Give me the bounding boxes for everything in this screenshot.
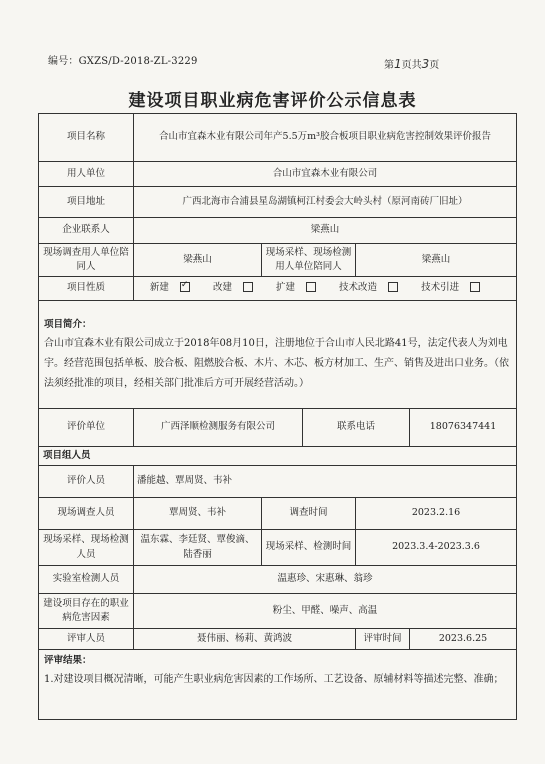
address-label: 项目地址 <box>39 187 134 218</box>
row-eval-unit <box>39 409 517 447</box>
survey-time-label: 调查时间 <box>262 498 356 530</box>
nature-option-tech-import: 技术引进 <box>421 282 490 293</box>
row-hazards <box>39 594 517 629</box>
intro-label: 项目简介： <box>44 319 92 330</box>
phone-value: 18076347441 <box>410 409 517 447</box>
row-reviewers <box>39 629 517 650</box>
page-total: 3 <box>421 57 430 71</box>
result-label: 评审结果： <box>44 655 92 666</box>
reviewers-label: 评审人员 <box>39 629 134 650</box>
surveyors-value: 覃周贤、韦补 <box>134 498 262 530</box>
intro-text: 合山市宜森木业有限公司成立于2018年08月10日，注册地位于合山市人民北路41号，法定代表人为刘电宇。经营范围包括单板、胶合板、阻燃胶合板、木片、木芯、板方材加工、生产、销售及进出口业务。（依法须经批准的项目，经相关部门批准后方可开展经营活动。） <box>44 338 509 389</box>
address-value: 广西北海市合浦县星岛湖镇柯江村委会大岭头村（原河南砖厂旧址） <box>134 187 517 218</box>
row-nature <box>39 277 517 301</box>
hazards-value: 粉尘、甲醛、噪声、高温 <box>134 594 517 629</box>
team-label: 项目组人员 <box>39 447 517 466</box>
nature-label: 项目性质 <box>39 277 134 301</box>
sampling-time-value: 2023.3.4-2023.3.6 <box>356 530 517 566</box>
checked-box-icon <box>180 282 190 292</box>
checkbox-icon <box>243 282 253 292</box>
project-name-label: 项目名称 <box>39 114 134 162</box>
phone-label: 联系电话 <box>303 409 410 447</box>
page-title: 建设项目职业病危害评价公示信息表 <box>128 91 417 111</box>
review-time-label: 评审时间 <box>356 629 410 650</box>
info-table <box>38 113 517 720</box>
contact-value: 梁燕山 <box>134 218 517 244</box>
page-mid: 页共 <box>401 60 422 71</box>
page-prefix: 第 <box>384 60 394 71</box>
contact-label: 企业联系人 <box>39 218 134 244</box>
nature-option-expand: 扩建 <box>276 282 326 293</box>
eval-unit-value: 广西泽顺检测服务有限公司 <box>134 409 303 447</box>
sampling-companion-value: 梁燕山 <box>356 244 517 277</box>
checkbox-icon <box>388 282 398 292</box>
page-current: 1 <box>394 57 402 71</box>
row-contact <box>39 218 517 244</box>
nature-option-rebuild: 改建 <box>213 282 263 293</box>
nature-option-new: 新建✓ <box>150 282 200 293</box>
survey-companion-value: 梁燕山 <box>134 244 262 277</box>
employer-value: 合山市宜森木业有限公司 <box>134 162 517 187</box>
intro-cell <box>39 301 517 409</box>
evaluators-value: 潘能越、覃周贤、韦补 <box>134 466 517 498</box>
row-team <box>39 447 517 466</box>
result-text: 1.对建设项目概况清晰，可能产生职业病危害因素的工作场所、工艺设备、原辅材料等描述完整、准确； <box>44 674 504 685</box>
row-evaluators <box>39 466 517 498</box>
samplers-value: 温东霖、李廷贤、覃俊滴、陆香丽 <box>134 530 262 566</box>
nature-options <box>134 277 517 301</box>
lab-value: 温惠珍、宋惠琳、翁珍 <box>134 566 517 594</box>
sampling-time-label: 现场采样、检测时间 <box>262 530 356 566</box>
project-name-value: 合山市宜森木业有限公司年产5.5万m³胶合板项目职业病危害控制效果评价报告 <box>134 114 517 162</box>
evaluators-label: 评价人员 <box>39 466 134 498</box>
hazards-label: 建设项目存在的职业病危害因素 <box>39 594 134 629</box>
row-project-name <box>39 114 517 162</box>
row-address <box>39 187 517 218</box>
survey-time-value: 2023.2.16 <box>356 498 517 530</box>
row-samplers <box>39 530 517 566</box>
eval-unit-label: 评价单位 <box>39 409 134 447</box>
reviewers-value: 聂伟丽、杨莉、黄鸿波 <box>134 629 356 650</box>
page-suffix: 页 <box>429 60 440 71</box>
row-lab <box>39 566 517 594</box>
row-result <box>39 650 517 720</box>
row-surveyors <box>39 498 517 530</box>
surveyors-label: 现场调查人员 <box>39 498 134 530</box>
sampling-companion-label: 现场采样、现场检测用人单位陪同人 <box>262 244 356 277</box>
review-time-value: 2023.6.25 <box>410 629 517 650</box>
survey-companion-label: 现场调查用人单位陪同人 <box>39 244 134 277</box>
employer-label: 用人单位 <box>39 162 134 187</box>
row-employer <box>39 162 517 187</box>
document-code: 编号：GXZS/D-2018-ZL-3229 <box>48 56 198 67</box>
page-indicator <box>384 56 439 71</box>
lab-label: 实验室检测人员 <box>39 566 134 594</box>
checkbox-icon <box>306 282 316 292</box>
row-companions <box>39 244 517 277</box>
samplers-label: 现场采样、现场检测人员 <box>39 530 134 566</box>
row-intro <box>39 301 517 409</box>
checkbox-icon <box>470 282 480 292</box>
result-cell <box>39 650 517 720</box>
nature-option-tech-upgrade: 技术改造 <box>339 282 408 293</box>
